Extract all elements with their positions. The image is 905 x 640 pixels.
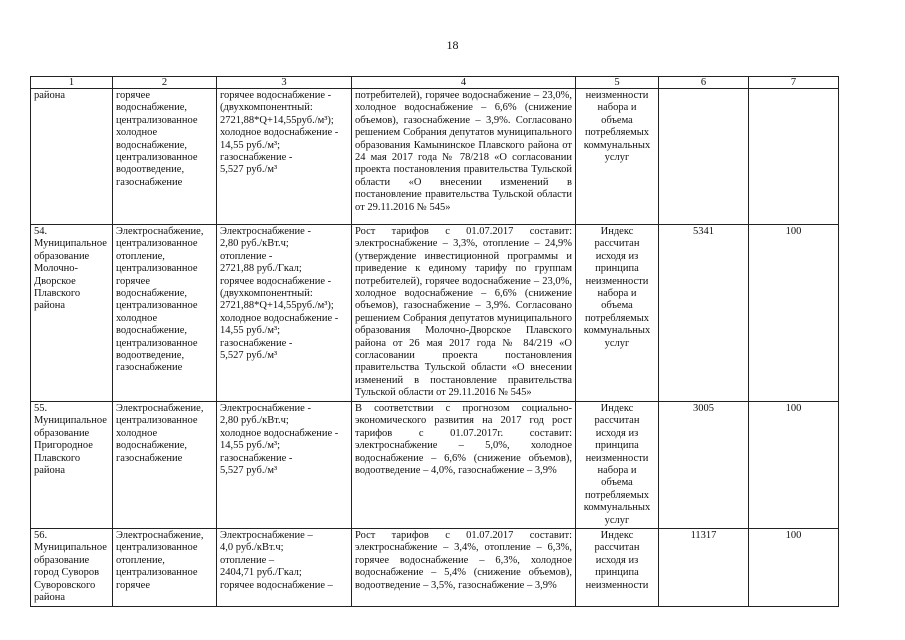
index-line: объема	[601, 114, 633, 126]
municipality-name-line: района	[34, 90, 66, 101]
municipality-name-first-line	[34, 226, 109, 251]
index-line: принципа	[595, 263, 639, 275]
index-line: услуг	[604, 337, 630, 349]
service-line: централизованное	[116, 542, 198, 554]
share-cell	[749, 89, 839, 225]
column-header: 2	[113, 77, 217, 89]
tariff-line: холодное водоснабжение -	[220, 127, 339, 139]
service-line: водоснабжение,	[116, 325, 188, 337]
index-line: объема	[601, 477, 633, 489]
tariff-line: Электроснабжение –	[220, 530, 313, 542]
column-header: 5	[576, 77, 659, 89]
municipality-name-line: района	[34, 465, 66, 477]
tariffs-cell	[217, 402, 352, 529]
municipality-name-line: Молочно-	[34, 263, 79, 275]
index-line: Индекс	[600, 530, 634, 542]
index-line: рассчитан	[594, 542, 640, 554]
tariff-line: 2,80 руб./кВт.ч;	[220, 415, 289, 427]
tariff-line: 5,527 руб./м³	[220, 164, 278, 176]
growth-description-cell: В соответствии с прогнозом социально-экономического развития на 2017 год рост тарифов с 01.07.2017г. составит: электроснабжение – 5,0%, холодное водоснабжение – 6,6% (снижение объемов), водоотведение – 4,0%, газоснабжение – 3,9%	[352, 402, 576, 529]
services-cell	[113, 225, 217, 402]
column-header-row	[31, 77, 839, 89]
index-line: неизменности	[585, 275, 649, 287]
service-line: водоснабжение,	[116, 288, 188, 300]
service-line: Электроснабжение,	[116, 226, 204, 237]
index-line: рассчитан	[594, 238, 640, 250]
service-line: Электроснабжение,	[116, 530, 204, 542]
service-line: холодное	[116, 312, 158, 324]
index-line: набора и	[597, 288, 637, 300]
services-cell	[113, 529, 217, 606]
tariff-line: 14,55 руб./м³;	[220, 440, 281, 452]
tariff-line: газоснабжение -	[220, 152, 293, 164]
column-header: 3	[217, 77, 352, 89]
population-cell: 5341	[659, 225, 749, 402]
index-cell	[576, 529, 659, 606]
growth-description-cell: потребителей), горячее водоснабжение – 23,0%, холодное водоснабжение – 6,6% (снижение объемов), газоснабжение – 3,9%. Согласовано решением Собрания депутатов муниципального образования Камынинское Плавского района от 24 мая 2017 года № 78/218 «О согласовании проекта постановления правительства Тульской области «О внесении изменений в постановление правительства Тульской области от 29.11.2016 № 545»	[352, 89, 576, 225]
tariff-line: горячее водоснабжение -	[220, 90, 332, 101]
service-line: холодное	[116, 127, 158, 139]
services-cell	[113, 402, 217, 529]
service-line: Электроснабжение,	[116, 403, 204, 414]
service-line: централизованное	[116, 238, 198, 250]
tariff-line: 2,80 руб./кВт.ч;	[220, 238, 289, 250]
index-line: коммунальных	[583, 325, 651, 337]
column-header: 7	[749, 77, 839, 89]
service-line: горячее	[116, 579, 150, 591]
index-line: неизменности	[585, 452, 649, 464]
municipality-name-line: Пригородное	[34, 440, 93, 452]
municipality-cell	[31, 89, 113, 225]
growth-description-cell: Рост тарифов с 01.07.2017 составит: электроснабжение – 3,3%, отопление – 24,9% (утверждение инвестиционной программы и приведение к единому тарифу по группам потребителей), горячее водоснабжение – 23,0%, холодное водоснабжение – 6,6% (снижение объемов), газоснабжение – 3,9%. Согласовано решением Собрания депутатов муниципального образования Молочно-Дворское Плавского района от 26 мая 2017 года № 84/219 «О согласовании проекта постановления правительства Тульской области «О внесении изменений в постановление правительства Тульской области от 29.11.2016 № 545»	[352, 225, 576, 402]
tariff-line: холодное водоснабжение -	[220, 427, 339, 439]
service-line: горячее	[116, 90, 150, 101]
index-line: коммунальных	[583, 139, 651, 151]
municipality-cell	[31, 402, 113, 529]
tariff-line: 2721,88*Q+14,55руб./м³);	[220, 114, 334, 126]
service-line: централизованное	[116, 337, 198, 349]
service-line: централизованное	[116, 152, 198, 164]
table-row	[31, 402, 839, 529]
municipality-name-line: образование	[34, 250, 90, 262]
tariff-line: 2721,88*Q+14,55руб./м³);	[220, 300, 334, 312]
service-line: газоснабжение	[116, 176, 183, 188]
municipality-name-line: Муниципальное	[34, 542, 107, 554]
service-line: газоснабжение	[116, 362, 183, 374]
service-line: централизованное	[116, 263, 198, 275]
municipality-name-line: района	[34, 300, 66, 312]
index-line: набора и	[597, 102, 637, 114]
share-cell: 100	[749, 529, 839, 606]
tariff-line: 2404,71 руб./Гкал;	[220, 567, 302, 579]
index-cell	[576, 402, 659, 529]
municipality-name-line: Муниципальное	[34, 415, 107, 427]
index-line: Индекс	[600, 403, 634, 414]
tariffs-cell	[217, 225, 352, 402]
municipality-cell	[31, 225, 113, 402]
index-line: потребляемых	[584, 489, 650, 501]
index-line: потребляемых	[584, 127, 650, 139]
row-number: 54.	[34, 226, 48, 237]
share-cell: 100	[749, 402, 839, 529]
tariff-line: (двухкомпонентный:	[220, 288, 313, 300]
service-line: водоснабжение,	[116, 440, 188, 452]
municipality-name-line: Плавского	[34, 452, 81, 464]
index-line: неизменности	[585, 579, 649, 591]
tariff-line: Электроснабжение -	[220, 226, 311, 237]
population-cell: 11317	[659, 529, 749, 606]
population-cell	[659, 89, 749, 225]
municipality-name-line: город Суворов	[34, 567, 100, 579]
row-number: 55.	[34, 403, 48, 414]
service-line: водоснабжение,	[116, 139, 188, 151]
index-line: услуг	[604, 514, 630, 526]
municipality-name-line: образование	[34, 427, 90, 439]
index-line: коммунальных	[583, 502, 651, 514]
tariff-table	[30, 76, 839, 607]
table-row	[31, 529, 839, 606]
table-body	[31, 89, 839, 607]
municipality-name-line: Суворовского	[34, 579, 96, 591]
service-line: горячее	[116, 275, 150, 287]
service-line: холодное	[116, 427, 158, 439]
index-line: исходя из	[595, 427, 639, 439]
service-line: водоотведение,	[116, 350, 185, 362]
column-header: 4	[352, 77, 576, 89]
municipality-name-line: образование	[34, 554, 90, 566]
municipality-cell	[31, 529, 113, 606]
index-line: услуг	[604, 152, 630, 164]
index-cell	[576, 225, 659, 402]
growth-description-cell: Рост тарифов с 01.07.2017 составит: электроснабжение – 3,4%, отопление – 6,3%, горячее водоснабжение – 6,3%, холодное водоснабжение – 5,4% (снижение объемов), водоотведение – 3,5%, газоснабжение – 3,9%	[352, 529, 576, 606]
index-cell	[576, 89, 659, 225]
municipality-name-first-line	[34, 403, 109, 428]
tariff-line: газоснабжение -	[220, 337, 293, 349]
tariff-line: 14,55 руб./м³;	[220, 139, 281, 151]
tariff-line: холодное водоснабжение -	[220, 312, 339, 324]
tariff-line: Электроснабжение -	[220, 403, 311, 414]
municipality-name-line: Дворское	[34, 275, 76, 287]
index-line: потребляемых	[584, 312, 650, 324]
municipality-name-line: Муниципальное	[34, 238, 107, 250]
municipality-name-line: района	[34, 592, 66, 604]
service-line: отопление,	[116, 250, 165, 262]
tariff-line: отопление –	[220, 554, 275, 566]
column-header: 1	[31, 77, 113, 89]
index-line: объема	[601, 300, 633, 312]
index-line: набора и	[597, 465, 637, 477]
index-line: неизменности	[585, 90, 649, 101]
tariffs-cell	[217, 529, 352, 606]
tariff-line: 4,0 руб./кВт.ч;	[220, 542, 284, 554]
share-cell: 100	[749, 225, 839, 402]
table-row	[31, 89, 839, 225]
service-line: централизованное	[116, 114, 198, 126]
tariff-line: 5,527 руб./м³	[220, 465, 278, 477]
municipality-name-line: Плавского	[34, 288, 81, 300]
tariff-line: газоснабжение -	[220, 452, 293, 464]
tariff-line: горячее водоснабжение –	[220, 579, 333, 591]
services-cell	[113, 89, 217, 225]
tariff-line: (двухкомпонентный:	[220, 102, 313, 114]
service-line: централизованное	[116, 567, 198, 579]
tariffs-cell	[217, 89, 352, 225]
service-line: водоотведение,	[116, 164, 185, 176]
index-line: принципа	[595, 440, 639, 452]
index-line: Индекс	[600, 226, 634, 237]
tariff-line: 14,55 руб./м³;	[220, 325, 281, 337]
tariff-line: горячее водоснабжение -	[220, 275, 332, 287]
row-number: 56.	[34, 530, 48, 542]
tariff-line: отопление -	[220, 250, 273, 262]
column-header: 6	[659, 77, 749, 89]
service-line: газоснабжение	[116, 452, 183, 464]
service-line: централизованное	[116, 300, 198, 312]
population-cell: 3005	[659, 402, 749, 529]
service-line: водоснабжение,	[116, 102, 188, 114]
index-line: исходя из	[595, 554, 639, 566]
index-line: принципа	[595, 567, 639, 579]
service-line: централизованное	[116, 415, 198, 427]
page-number: 18	[446, 38, 459, 52]
index-line: рассчитан	[594, 415, 640, 427]
table-row	[31, 225, 839, 402]
tariff-line: 2721,88 руб./Гкал;	[220, 263, 302, 275]
index-line: исходя из	[595, 250, 639, 262]
municipality-name-first-line	[34, 530, 109, 555]
service-line: отопление,	[116, 554, 165, 566]
tariff-line: 5,527 руб./м³	[220, 350, 278, 362]
